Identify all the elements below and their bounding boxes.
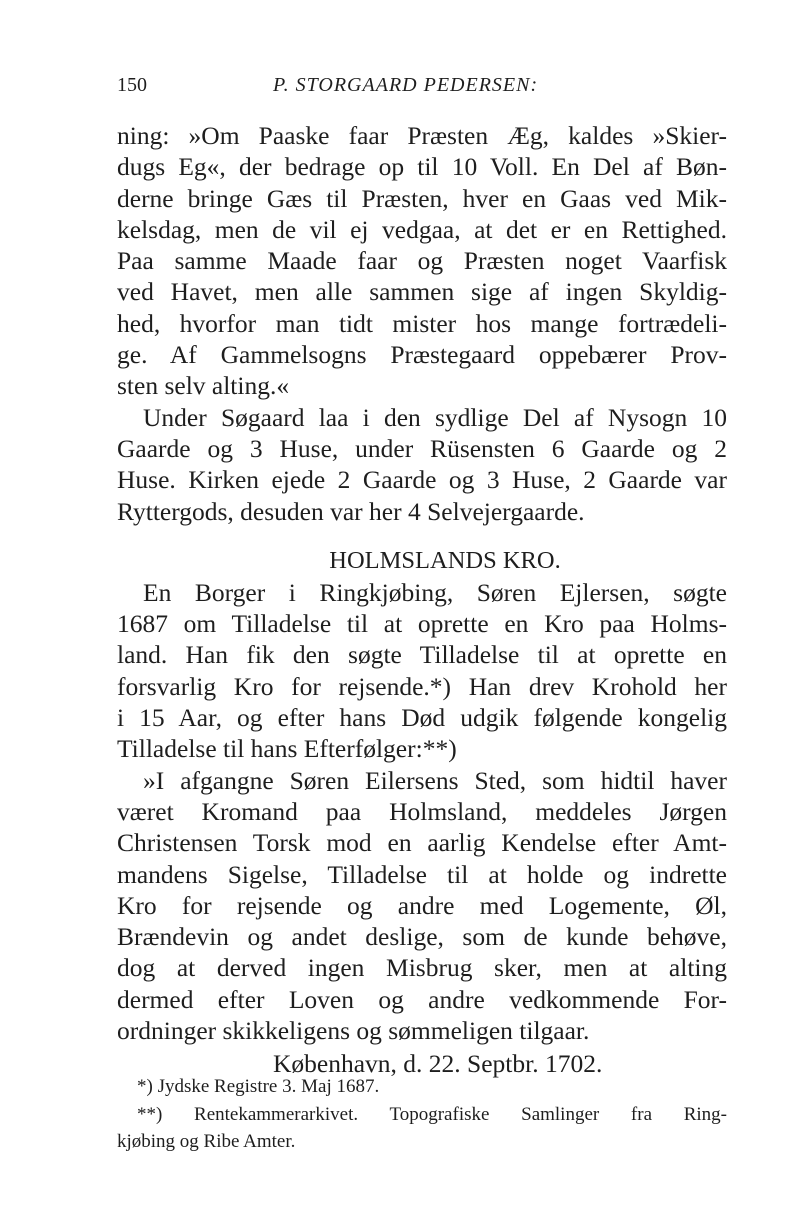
footnote: **) Rentekammerarkivet. Topografiske Samlinger fra Ring-	[137, 1103, 727, 1125]
text-line: 1687 om Tilladelse til at oprette en Kro paa Holms-	[117, 609, 727, 639]
text-line: Ryttergods, desuden var her 4 Selvejergaarde.	[117, 496, 585, 526]
text-line: sten selv alting.«	[117, 371, 290, 401]
running-head: P. STORGAARD PEDERSEN:	[273, 74, 539, 96]
footnotes	[117, 1073, 727, 1156]
text-line: i 15 Aar, og efter hans Død udgik følgende kongelig	[117, 703, 727, 733]
page-header	[117, 74, 727, 104]
text-line: Tilladelse til hans Efterfølger:**)	[117, 734, 457, 764]
paragraph-kro-history	[117, 577, 727, 765]
text-line: forsvarlig Kro for rejsende.*) Han drev Krohold her	[117, 671, 727, 701]
paragraph-soegaard	[117, 402, 727, 527]
text-line: Under Søgaard laa i den sydlige Del af Nysogn 10	[143, 402, 727, 432]
text-line: været Kromand paa Holmsland, meddeles Jørgen	[117, 796, 727, 826]
paragraph-continued	[117, 120, 727, 402]
footnote-continuation: kjøbing og Ribe Amter.	[117, 1131, 296, 1152]
text-line: ordninger skikkeligens og sømmeligen tilgaar.	[117, 1016, 590, 1046]
text-line: Paa samme Maade faar og Præsten noget Vaarfisk	[117, 246, 727, 276]
place-date-line: København, d. 22. Septbr. 1702.	[273, 1049, 603, 1079]
text-line: Christensen Torsk mod en aarlig Kendelse efter Amt-	[117, 828, 727, 858]
text-line: kelsdag, men de vil ej vedgaa, at det er en Rettighed.	[117, 214, 727, 244]
text-line: ge. Af Gammelsogns Præstegaard oppebærer Prov-	[117, 340, 727, 370]
text-line: Gaarde og 3 Huse, under Rüsensten 6 Gaarde og 2	[117, 433, 727, 463]
text-line: ved Havet, men alle sammen sige af ingen Skyldig-	[117, 277, 727, 307]
text-line: »I afgangne Søren Eilersens Sted, som hidtil haver	[143, 765, 727, 795]
page-number: 150	[117, 74, 147, 96]
text-line: dog at derved ingen Misbrug sker, men at alting	[117, 953, 727, 983]
text-line: ning: »Om Paaske faar Præsten Æg, kaldes »Skier-	[117, 121, 727, 150]
text-line: Kro for rejsende og andre med Logemente, Øl,	[117, 890, 727, 920]
text-line: Huse. Kirken ejede 2 Gaarde og 3 Huse, 2 Gaarde var	[117, 465, 727, 495]
section-heading: HOLMSLANDS KRO.	[329, 546, 561, 574]
text-line: derne bringe Gæs til Præsten, hver en Gaas ved Mik-	[117, 183, 727, 213]
text-line: hed, hvorfor man tidt mister hos mange fortrædeli-	[117, 308, 727, 338]
paragraph-royal-license	[117, 765, 727, 1047]
text-line: mandens Sigelse, Tilladelse til at holde og indrette	[117, 859, 727, 889]
footnote: *) Jydske Registre 3. Maj 1687.	[137, 1076, 380, 1097]
text-line: dugs Eg«, der bedrage op til 10 Voll. En Del af Bøn-	[117, 152, 727, 182]
body-text	[117, 120, 727, 1080]
text-line: En Borger i Ringkjøbing, Søren Ejlersen, søgte	[143, 577, 727, 607]
text-line: Brændevin og andet deslige, som de kunde behøve,	[117, 922, 727, 952]
text-line: land. Han fik den søgte Tilladelse til at oprette en	[117, 640, 727, 670]
text-line: dermed efter Loven og andre vedkommende For-	[117, 984, 727, 1014]
